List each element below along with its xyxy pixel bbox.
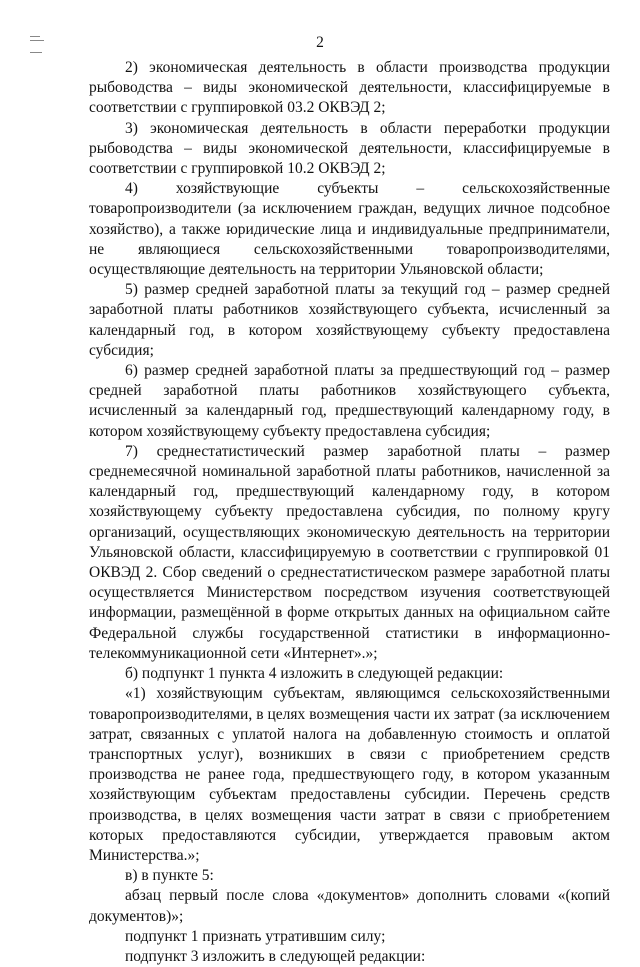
page-number: 2 — [316, 34, 324, 51]
document-body — [89, 58, 610, 967]
margin-mark — [30, 52, 42, 53]
paragraph-item-6: 6) размер средней заработной платы за предшествующий год – размер средней заработной платы работников хозяйствующего субъекта, исчисленный за календарный год, предшествующий календарному году, в котором хозяйствующему субъекту предоставлена субсидия; — [89, 362, 610, 440]
paragraph-item-5: 5) размер средней заработной платы за текущий год – размер средней заработной платы работников хозяйствующего субъекта, исчисленный за календарный год, в котором хозяйствующему субъекту предоставлена субсидия; — [89, 281, 610, 359]
paragraph-item-2: 2) экономическая деятельность в области производства продукции рыбоводства – виды экономической деятельности, классифицируемые в соответствии с группировкой 03.2 ОКВЭД 2; — [89, 59, 610, 117]
paragraph-amendment: абзац первый после слова «документов» дополнить словами «(копий документов)»; — [89, 887, 610, 925]
paragraph-subitem-b: б) подпункт 1 пункта 4 изложить в следующей редакции: — [125, 665, 504, 683]
paragraph-subitem-v: в) в пункте 5: — [125, 867, 214, 885]
paragraph-item-7: 7) среднестатистический размер заработной платы – размер среднемесячной номинальной заработной платы работников, начисленной за календарный год, предшествующий календарному году, в котором хозяйствующему субъекту предоставлена субсидия, по полному кругу организаций, осуществляющих экономическую деятельность на территории Ульяновской области, классифицируемую в соответствии с группировкой 01 ОКВЭД 2. Сбор сведений о среднестатистическом размере заработной платы осуществляется Министерством посредством изучения соответствующей информации, размещённой в форме открытых данных на официальном сайте Федеральной службы государственной статистики в информационно-телекоммуникационной сети «Интернет».»; — [89, 442, 610, 662]
paragraph-amendment: подпункт 1 признать утратившим силу; — [125, 927, 386, 945]
paragraph-quoted-item-1: «1) хозяйствующим субъектам, являющимся сельскохозяйственными товаропроизводителями, в целях возмещения части их затрат (за исключением затрат, связанных с уплатой налога на добавленную стоимость и оплатой транспортных услуг), возникших в связи с приобретением средств производства не ранее года, предшествующего году, в котором указанным хозяйствующим субъектам предоставлены субсидии. Перечень средств производства, в целях возмещения части затрат в связи с приобретением которых предоставляются субсидии, утверждается правовым актом Министерства.»; — [89, 685, 610, 864]
paragraph-amendment: подпункт 3 изложить в следующей редакции: — [125, 947, 426, 965]
paragraph-item-4: 4) хозяйствующие субъекты – сельскохозяйственные товаропроизводители (за исключением граждан, ведущих личное подсобное хозяйство), а также юридические лица и индивидуальные предприниматели, не являющиеся сельскохозяйственными товаропроизводителями, осуществляющие деятельность на территории Ульяновской области; — [89, 180, 610, 279]
paragraph-item-3: 3) экономическая деятельность в области переработки продукции рыбоводства – виды экономической деятельности, классифицируемые в соответствии с группировкой 10.2 ОКВЭД 2; — [89, 119, 610, 178]
